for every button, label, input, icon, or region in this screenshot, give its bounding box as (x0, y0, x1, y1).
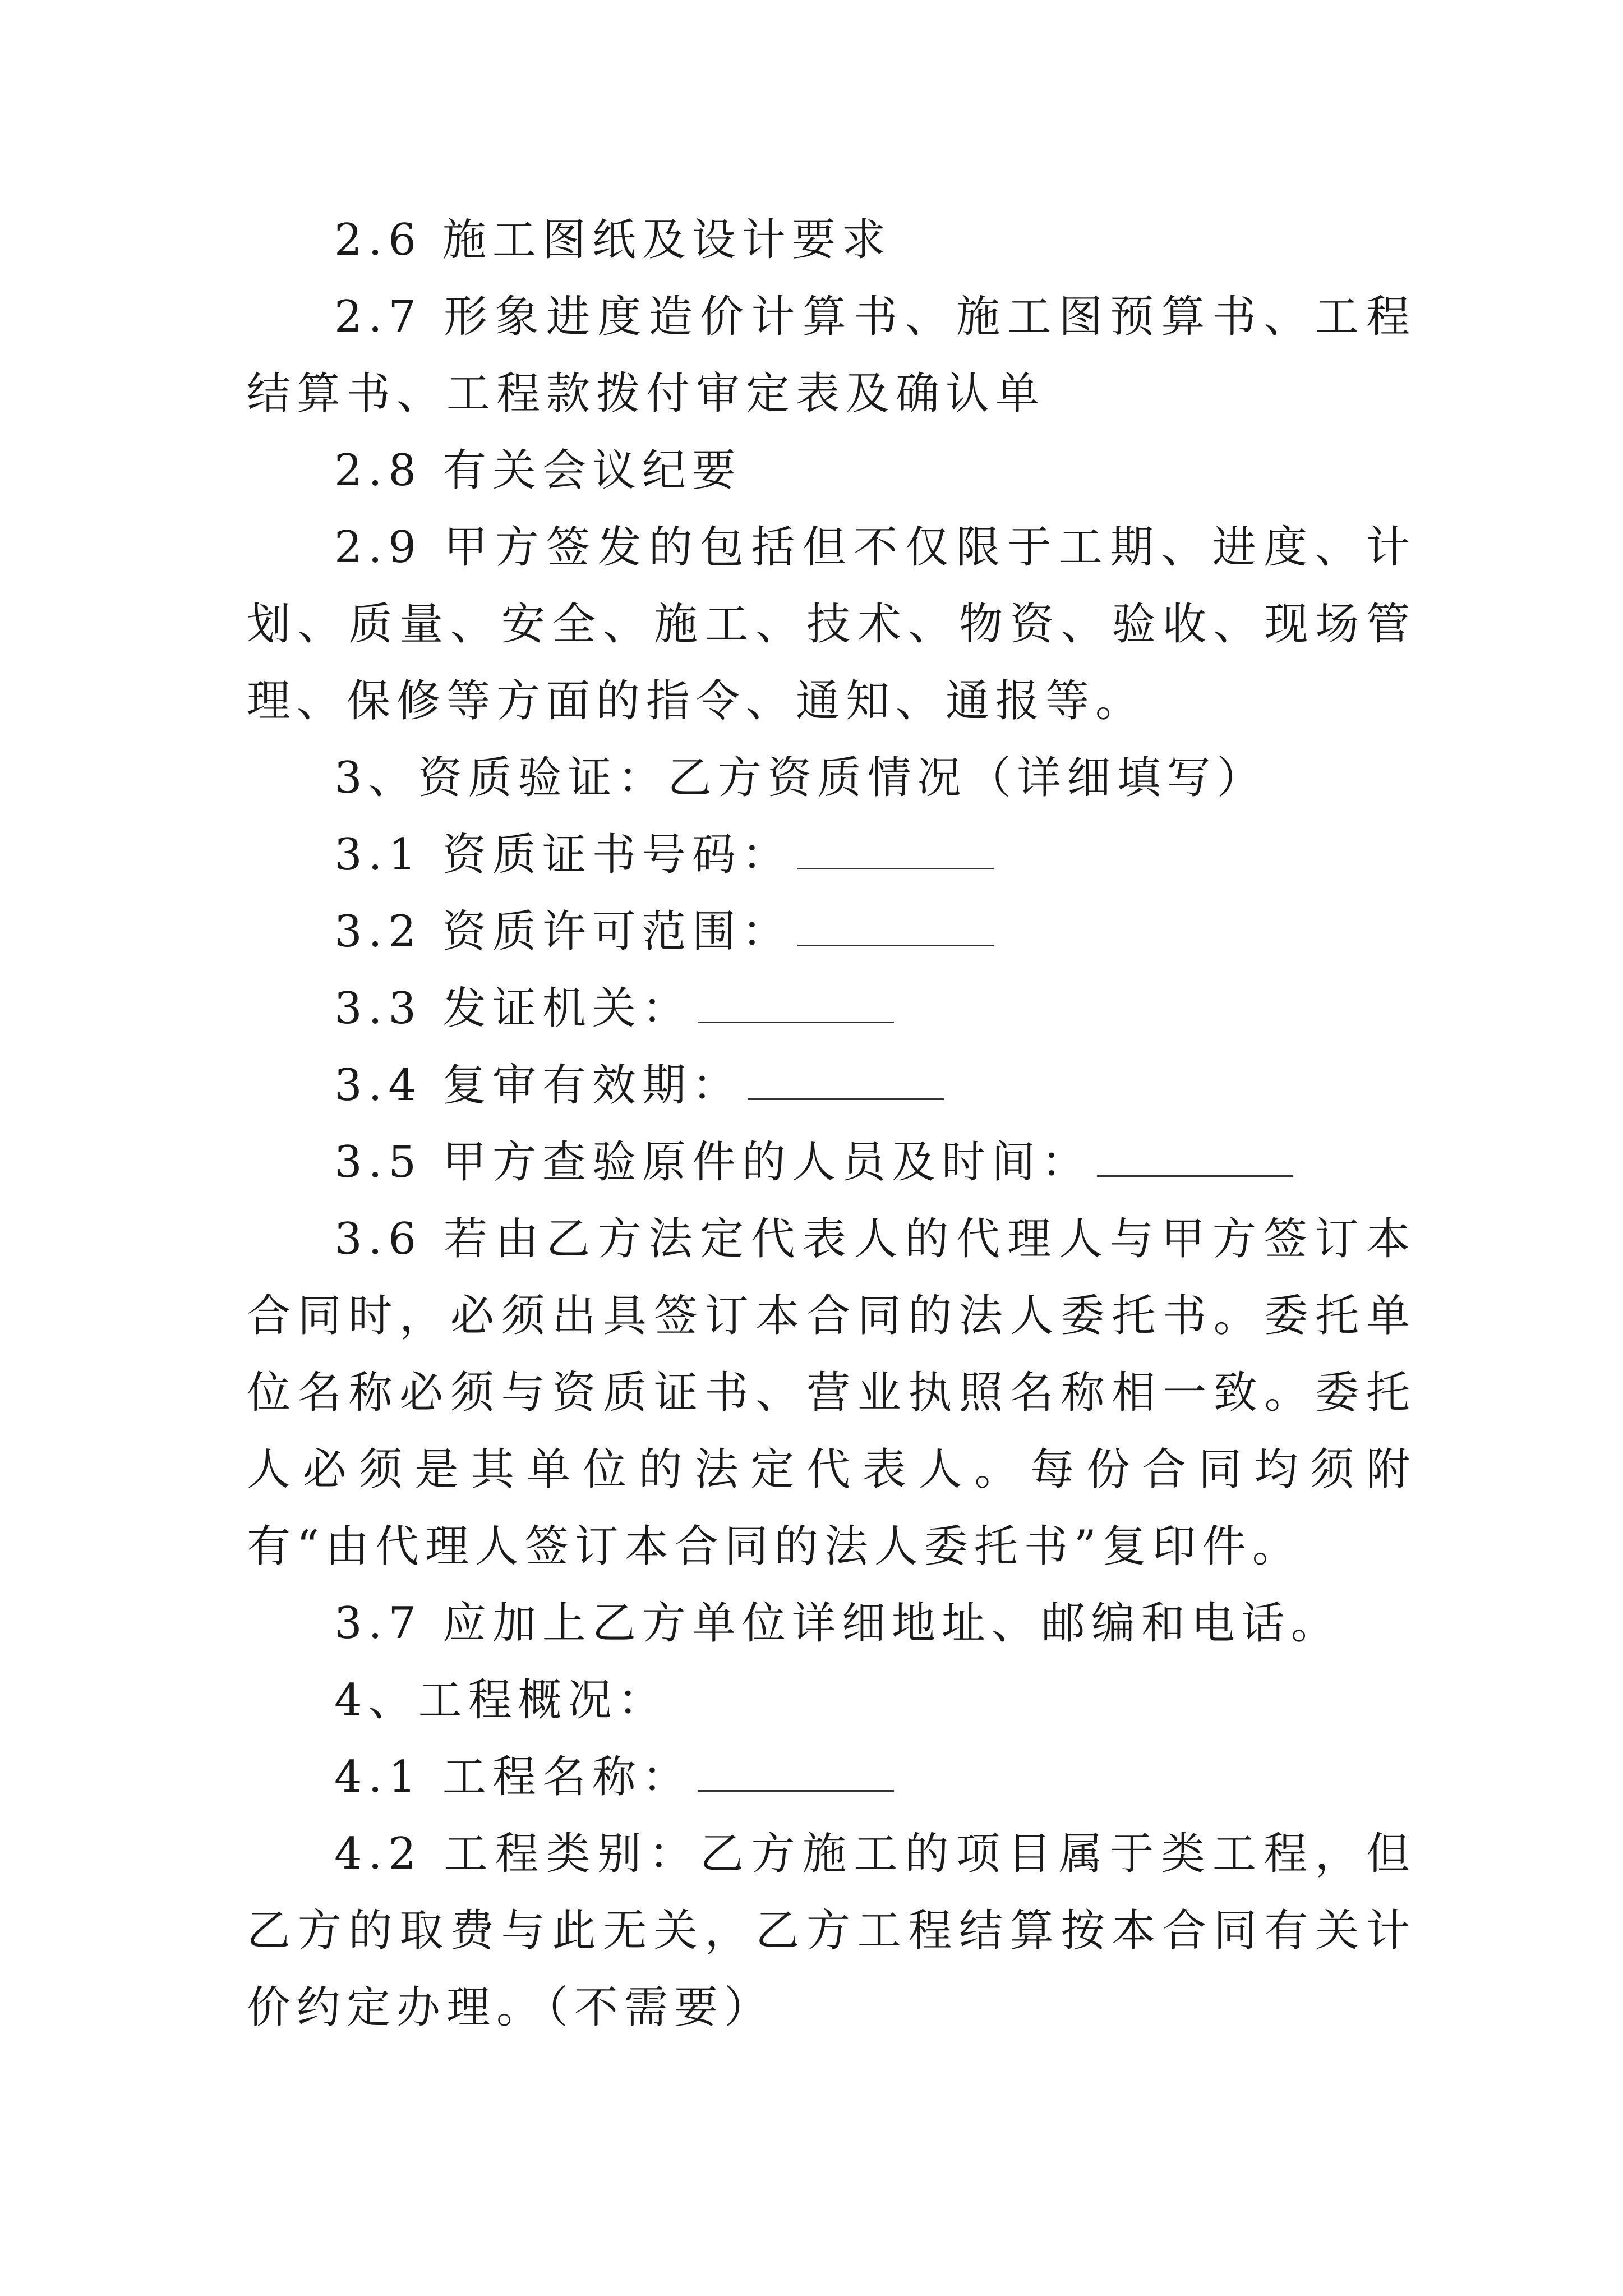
paragraph-3-heading (247, 740, 1416, 817)
paragraph-text: 3.3 发证机关： (334, 983, 692, 1034)
paragraph-text: 3.4 复审有效期： (334, 1060, 742, 1111)
fill-in-blank[interactable] (797, 831, 994, 869)
paragraph-text: 4.1 工程名称： (334, 1752, 692, 1802)
paragraph-3-2 (247, 894, 1416, 970)
document-page (247, 202, 1416, 2046)
paragraph-text: 3.1 资质证书号码： (334, 830, 792, 880)
paragraph-2-6 (247, 202, 1416, 279)
paragraph-3-7 (247, 1585, 1416, 1662)
fill-in-blank[interactable] (748, 1061, 944, 1100)
paragraph-text: 2.9 甲方签发的包括但不仅限于工期、进度、计划、质量、安全、施工、技术、物资、验收、现场管理、保修等方面的指令、通知、通报等。 (247, 522, 1416, 726)
fill-in-blank[interactable] (797, 908, 994, 946)
paragraph-text: 3.2 资质许可范围： (334, 907, 792, 957)
paragraph-4-heading (247, 1662, 1416, 1739)
paragraph-4-1 (247, 1739, 1416, 1816)
paragraph-3-5 (247, 1124, 1416, 1201)
paragraph-text: 4、工程概况： (334, 1675, 668, 1726)
fill-in-blank[interactable] (1097, 1138, 1293, 1177)
paragraph-text: 2.6 施工图纸及设计要求 (334, 215, 892, 265)
paragraph-3-4 (247, 1047, 1416, 1124)
paragraph-text: 3.7 应加上乙方单位详细地址、邮编和电话。 (334, 1598, 1341, 1649)
paragraph-text: 4.2 工程类别：乙方施工的项目属于类工程，但乙方的取费与此无关，乙方工程结算按本合同有关计价约定办理。（不需要） (247, 1829, 1416, 2033)
paragraph-3-1 (247, 817, 1416, 894)
paragraph-4-2 (247, 1816, 1416, 2046)
paragraph-text: 3、资质验证：乙方资质情况（详细填写） (334, 753, 1267, 803)
paragraph-text: 3.5 甲方查验原件的人员及时间： (334, 1137, 1091, 1188)
paragraph-3-6 (247, 1201, 1416, 1585)
paragraph-text: 3.6 若由乙方法定代表人的代理人与甲方签订本合同时，必须出具签订本合同的法人委托书。委托单位名称必须与资质证书、营业执照名称相一致。委托人必须是其单位的法定代表人。每份合同均须附有“由代理人签订本合同的法人委托书”复印件。 (247, 1214, 1416, 1572)
fill-in-blank[interactable] (698, 1753, 894, 1792)
paragraph-2-8 (247, 432, 1416, 509)
paragraph-3-3 (247, 970, 1416, 1047)
fill-in-blank[interactable] (698, 984, 894, 1023)
paragraph-text: 2.8 有关会议纪要 (334, 445, 742, 496)
paragraph-2-9 (247, 509, 1416, 740)
paragraph-2-7 (247, 279, 1416, 432)
paragraph-text: 2.7 形象进度造价计算书、施工图预算书、工程结算书、工程款拨付审定表及确认单 (247, 292, 1416, 419)
